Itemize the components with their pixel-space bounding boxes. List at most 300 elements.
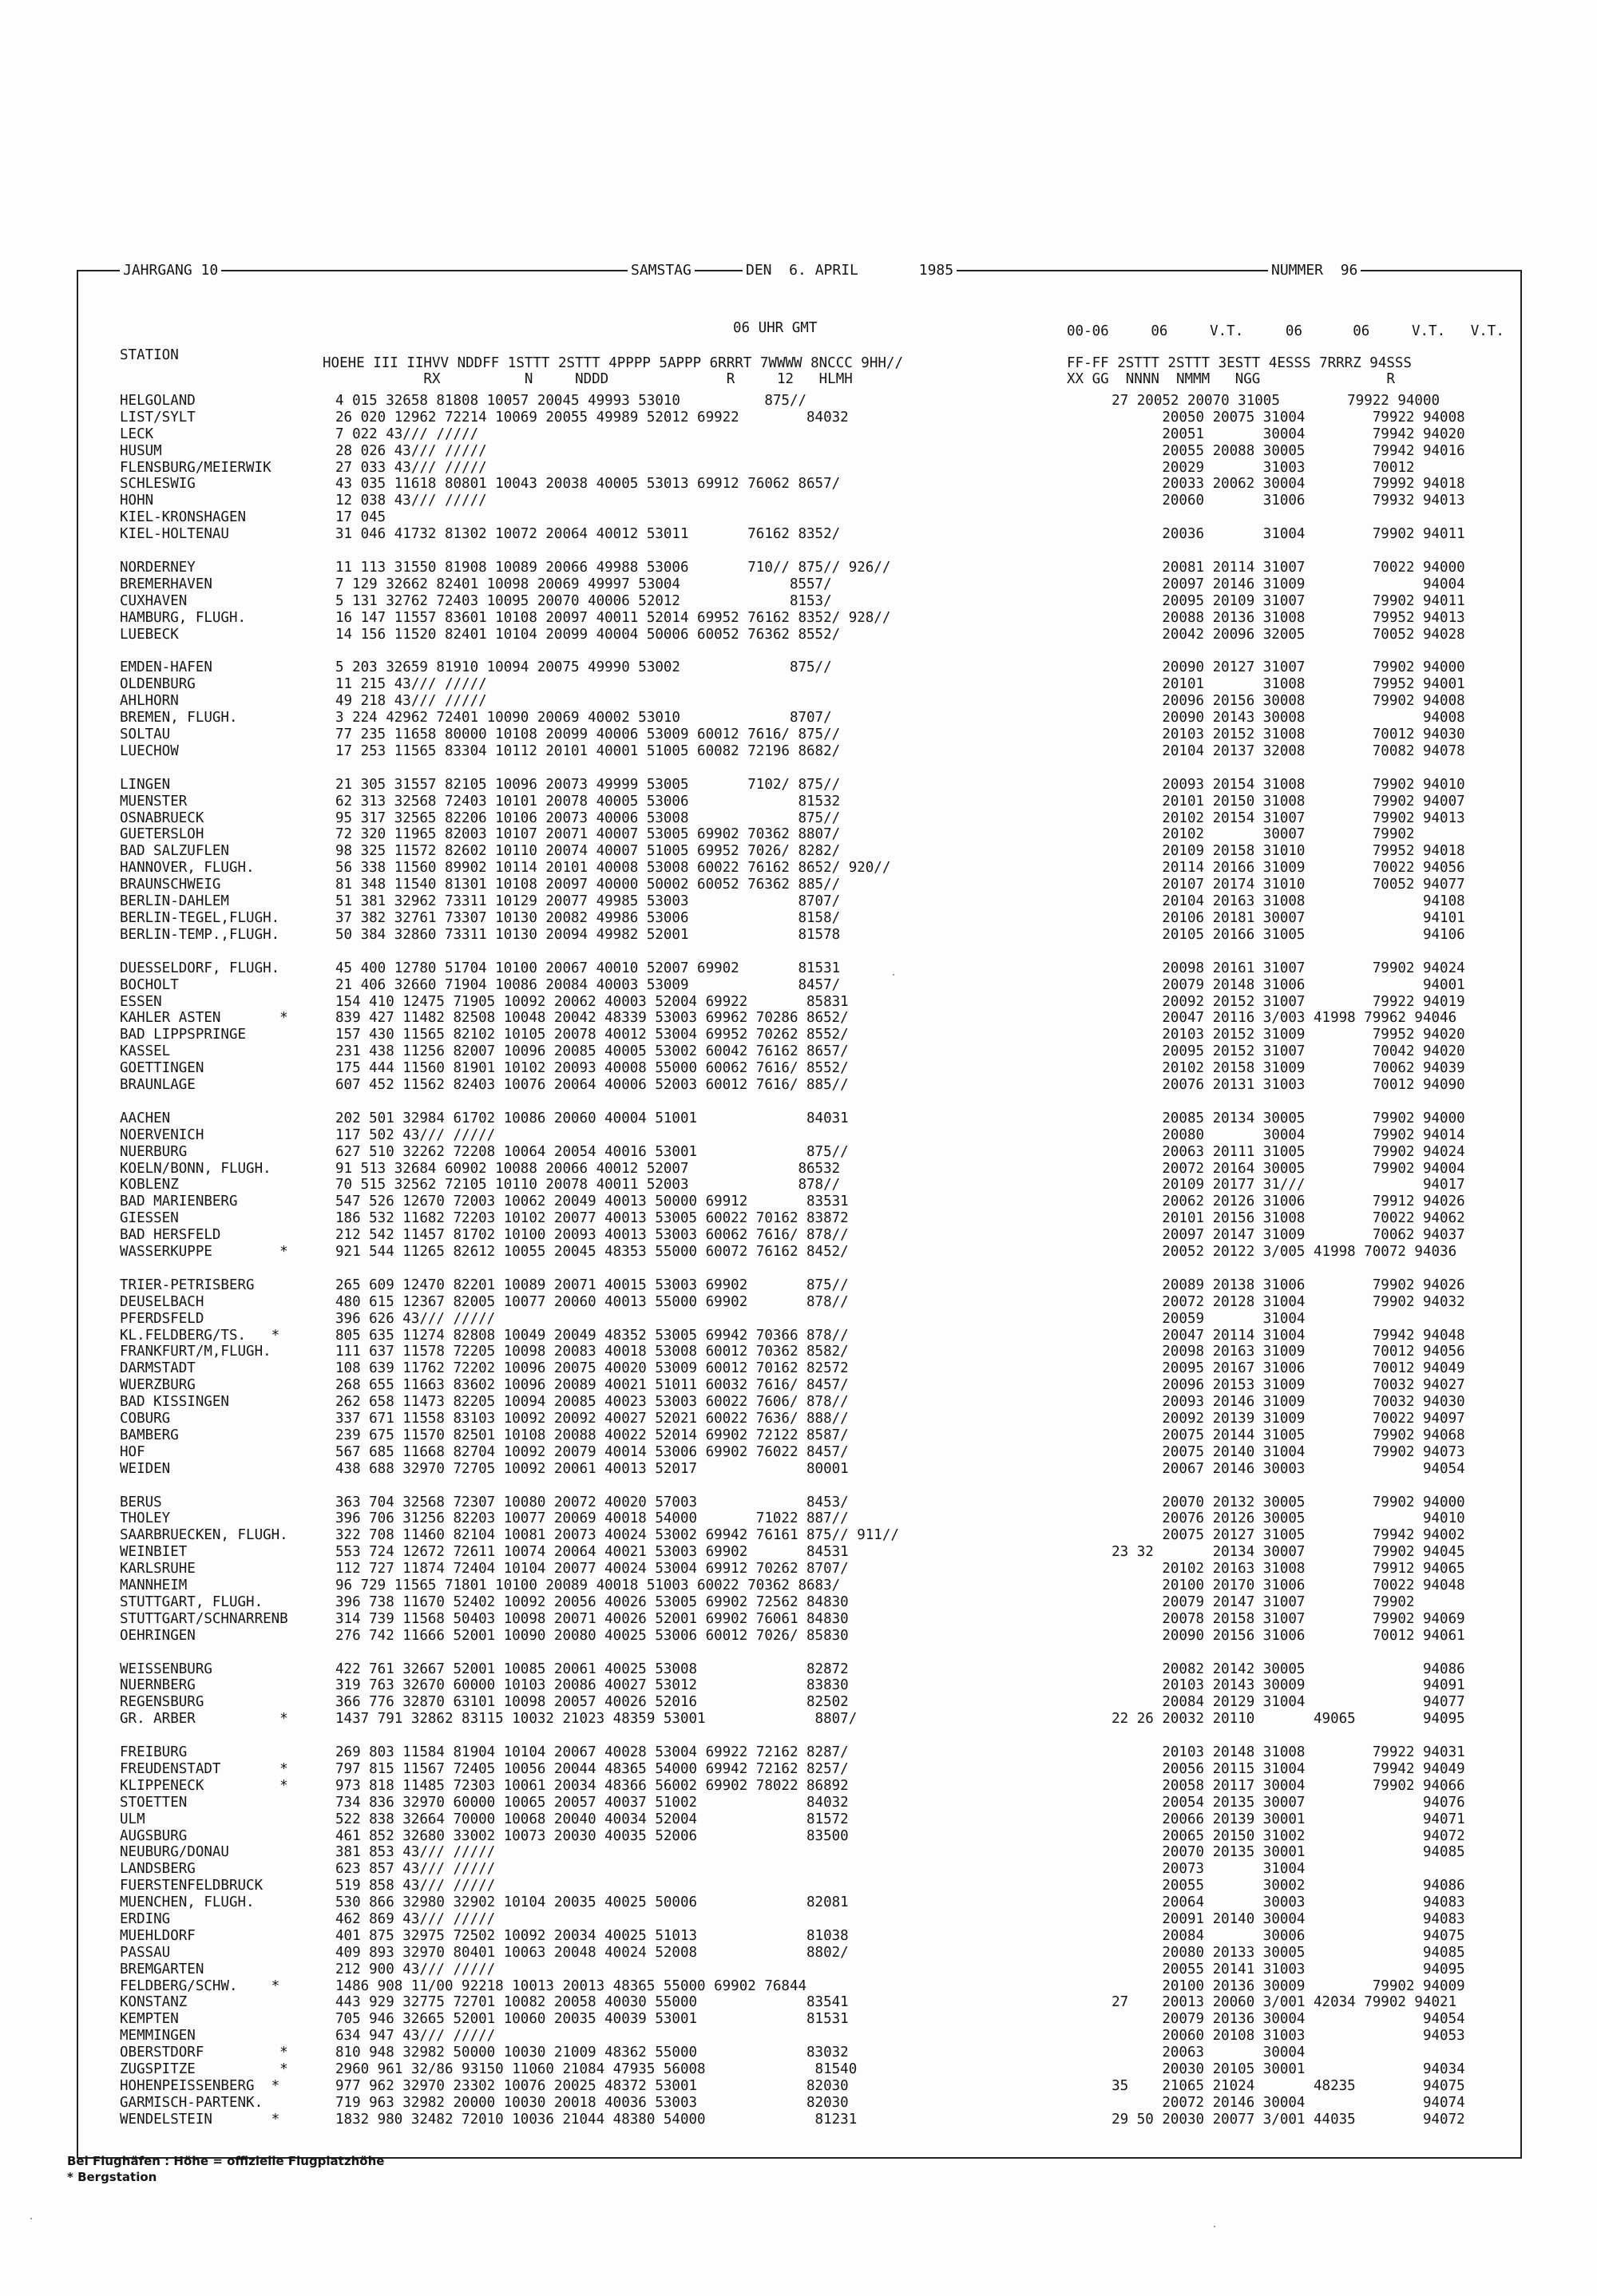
obs-values: 443 929 32775 72701 10082 20058 40030 55000 83541 (335, 1994, 849, 2011)
obs-values: 1437 791 32862 83115 10032 21023 48359 53001 8807/ (335, 1711, 858, 1728)
table-row (120, 893, 1509, 910)
right-values: 20029 31003 70012 (1078, 459, 1415, 476)
table-row (120, 860, 1509, 877)
station-name: LINGEN (120, 776, 171, 793)
table-row (120, 710, 1509, 726)
right-values: 20050 20075 31004 79922 94008 (1078, 409, 1465, 426)
station-name: FRANKFURT/M,FLUGH. (120, 1344, 271, 1360)
right-values: 20089 20138 31006 79902 94026 (1078, 1277, 1465, 1293)
table-row (120, 2112, 1509, 2128)
right-header-1: FF-FF 2STTT 2STTT 3ESTT 4ESSS 7RRRZ 94SSS (1067, 355, 1412, 371)
obs-values: 77 235 11658 80000 10108 20099 40006 53009 60012 7616/ 875// (335, 726, 841, 743)
right-values: 20055 20088 30005 79942 94016 (1078, 442, 1465, 459)
obs-values: 2960 961 32/86 93150 11060 21084 47935 56008 81540 (335, 2061, 858, 2078)
obs-values: 409 893 32970 80401 10063 20048 40024 52008 8802/ (335, 1944, 849, 1961)
group-gap (120, 1645, 1509, 1661)
obs-values: 14 156 11520 82401 10104 20099 40004 50006 60052 76362 8552/ (335, 626, 841, 643)
datum: DEN 6. APRIL 1985 (743, 262, 957, 279)
obs-values: 366 776 32870 63101 10098 20057 40026 52016 82502 (335, 1694, 849, 1711)
right-values: 22 26 20032 20110 49065 94095 (1078, 1711, 1465, 1728)
table-row (120, 1844, 1509, 1861)
station-name: SAARBRUECKEN, FLUGH. (120, 1527, 288, 1544)
right-values: 20030 20105 30001 94034 (1078, 2061, 1465, 2078)
table-row (120, 2095, 1509, 2112)
station-name: BREMEN, FLUGH. (120, 710, 238, 726)
right-values: 20033 20062 30004 79992 94018 (1078, 476, 1465, 493)
table-row (120, 1244, 1509, 1261)
station-name: BREMGARTEN (120, 1961, 204, 1977)
right-values: 20063 30004 (1078, 2045, 1306, 2061)
obs-values: 108 639 11762 72202 10096 20075 40020 53009 60012 70162 82572 (335, 1360, 849, 1377)
table-row (120, 560, 1509, 576)
station-name: FUERSTENFELDBRUCK (120, 1878, 264, 1894)
right-values: 20075 20140 31004 79902 94073 (1078, 1443, 1465, 1460)
scan-speck (893, 974, 894, 976)
table-row (120, 994, 1509, 1011)
right-values: 20102 30007 79902 (1078, 826, 1415, 843)
group-gap (120, 1261, 1509, 1277)
right-values: 20090 20127 31007 79902 94000 (1078, 659, 1465, 676)
table-row (120, 610, 1509, 627)
right-values: 20075 20127 31005 79942 94002 (1078, 1527, 1465, 1544)
table-row (120, 1461, 1509, 1478)
station-name: TRIER-PETRISBERG (120, 1277, 255, 1293)
table-row (120, 1994, 1509, 2011)
station-name: NUERNBERG (120, 1677, 196, 1694)
station-name: KEMPTEN (120, 2011, 179, 2028)
right-values: 20093 20146 31009 70032 94030 (1078, 1394, 1465, 1411)
right-values: 20067 20146 30003 94054 (1078, 1460, 1465, 1477)
station-name: BAD LIPPSPRINGE (120, 1027, 247, 1043)
table-row (120, 1161, 1509, 1178)
table-row (120, 1978, 1509, 1995)
obs-values: 269 803 11584 81904 10104 20067 40028 53004 69922 72162 8287/ (335, 1744, 849, 1761)
right-values: 20105 20166 31005 94106 (1078, 926, 1465, 943)
obs-values: 530 866 32980 32902 10104 20035 40025 50006 82081 (335, 1894, 849, 1911)
table-row (120, 810, 1509, 827)
table-row (120, 1611, 1509, 1628)
station-name: BAD KISSINGEN (120, 1394, 229, 1411)
obs-values: 7 022 43/// ///// (335, 426, 479, 442)
obs-values: 810 948 32982 50000 10030 21009 48362 55000 83032 (335, 2045, 849, 2061)
table-row (120, 593, 1509, 610)
station-name: GIESSEN (120, 1210, 179, 1227)
station-name: WEINBIET (120, 1544, 188, 1561)
obs-values: 276 742 11666 52001 10090 20080 40025 53006 60012 7026/ 85830 (335, 1627, 849, 1644)
obs-values: 4 015 32658 81808 10057 20045 49993 53010 875// (335, 393, 807, 409)
table-row (120, 1377, 1509, 1394)
station-name: BRAUNLAGE (120, 1076, 196, 1093)
right-values: 20051 30004 79942 94020 (1078, 426, 1465, 442)
obs-values: 797 815 11567 72405 10056 20044 48365 54000 69942 72162 8257/ (335, 1761, 849, 1778)
table-row (120, 1694, 1509, 1711)
right-values: 20088 20136 31008 79952 94013 (1078, 609, 1465, 626)
obs-values: 154 410 12475 71905 10092 20062 40003 52004 69922 85831 (335, 993, 849, 1010)
right-values: 20106 20181 30007 94101 (1078, 909, 1465, 926)
obs-values: 26 020 12962 72214 10069 20055 49989 52012 69922 84032 (335, 409, 849, 426)
table-row (120, 1544, 1509, 1561)
obs-values: 111 637 11578 72205 10098 20083 40018 53008 60012 70362 8582/ (335, 1344, 849, 1360)
right-values: 20100 20170 31006 70022 94048 (1078, 1578, 1465, 1593)
station-name: MANNHEIM (120, 1578, 188, 1593)
right-values: 20090 20143 30008 94008 (1078, 710, 1465, 726)
obs-values: 401 875 32975 72502 10092 20034 40025 51013 81038 (335, 1927, 849, 1944)
jahrgang: JAHRGANG 10 (120, 262, 221, 279)
right-values: 20056 20115 31004 79942 94049 (1078, 1761, 1465, 1778)
obs-values: 212 900 43/// ///// (335, 1961, 496, 1977)
station-name: STOETTEN (120, 1794, 188, 1811)
station-name: MUEHLDORF (120, 1927, 196, 1944)
table-row (120, 393, 1509, 410)
right-values: 20095 20152 31007 70042 94020 (1078, 1043, 1465, 1060)
table-row (120, 1127, 1509, 1144)
table-row (120, 1945, 1509, 1961)
station-name: WEISSENBURG (120, 1661, 212, 1677)
station-name: NORDERNEY (120, 560, 196, 576)
obs-values: 422 761 32667 52001 10085 20061 40025 53008 82872 (335, 1661, 849, 1677)
obs-values: 396 706 31256 82203 10077 20069 40018 54000 71022 887// (335, 1510, 849, 1527)
footer-legend: * Bergstation (67, 2170, 157, 2184)
obs-values: 438 688 32970 72705 10092 20061 40013 52017 80001 (335, 1460, 849, 1477)
table-row (120, 2011, 1509, 2028)
table-row (120, 1027, 1509, 1043)
right-values: 20058 20117 30004 79902 94066 (1078, 1777, 1465, 1794)
table-row (120, 910, 1509, 927)
group-gap (120, 760, 1509, 777)
right-values: 20059 31004 (1078, 1310, 1306, 1327)
station-name: REGENSBURG (120, 1694, 204, 1711)
station-name: AHLHORN (120, 693, 179, 710)
table-row (120, 2028, 1509, 2045)
right-values: 20072 20146 30004 94074 (1078, 2094, 1465, 2111)
station-name: LUEBECK (120, 626, 179, 643)
right-values: 20075 20144 31005 79902 94068 (1078, 1427, 1465, 1443)
table-row (120, 1210, 1509, 1227)
table-row (120, 443, 1509, 460)
right-values: 20079 20136 30004 94054 (1078, 2011, 1465, 2028)
obs-values: 627 510 32262 72208 10064 20054 40016 53001 875// (335, 1143, 849, 1160)
right-values: 20042 20096 32005 70052 94028 (1078, 626, 1465, 643)
right-values: 20081 20114 31007 70022 94000 (1078, 560, 1465, 576)
station-name: KONSTANZ (120, 1994, 188, 2011)
obs-values: 522 838 32664 70000 10068 20040 40034 52004 81572 (335, 1811, 849, 1827)
obs-values: 186 532 11682 72203 10102 20077 40013 53005 60022 70162 83872 (335, 1210, 849, 1227)
table-row (120, 1561, 1509, 1578)
table-row (120, 1578, 1509, 1594)
station-name: OEHRINGEN (120, 1627, 196, 1644)
table-row (120, 1795, 1509, 1811)
station-name: KLIPPENECK * (120, 1777, 288, 1794)
obs-values: 1832 980 32482 72010 10036 21044 48380 54000 81231 (335, 2111, 858, 2128)
right-values: 20098 20161 31007 79902 94024 (1078, 960, 1465, 976)
station-name: HOHN (120, 493, 154, 509)
right-values: 20098 20163 31009 70012 94056 (1078, 1344, 1465, 1360)
station-name: PASSAU (120, 1944, 171, 1961)
station-name: FELDBERG/SCHW. * (120, 1977, 280, 1994)
right-values: 20076 20131 31003 70012 94090 (1078, 1076, 1465, 1093)
obs-values: 734 836 32970 60000 10065 20057 40037 51002 84032 (335, 1794, 849, 1811)
station-name: LUECHOW (120, 742, 179, 759)
obs-values: 480 615 12367 82005 10077 20060 40013 55000 69902 878// (335, 1293, 849, 1310)
station-name: ZUGSPITZE * (120, 2061, 288, 2078)
right-values: 20084 30006 94075 (1078, 1927, 1465, 1944)
station-name: STUTTGART, FLUGH. (120, 1593, 264, 1610)
footer-note: Bei Flughäfen : Höhe = offizielle Flugplatzhöhe (67, 2154, 385, 2168)
table-row (120, 1144, 1509, 1161)
station-name: KOELN/BONN, FLUGH. (120, 1160, 271, 1177)
obs-values: 553 724 12672 72611 10074 20064 40021 53003 69902 84531 (335, 1544, 849, 1561)
table-row (120, 794, 1509, 810)
obs-values: 70 515 32562 72105 10110 20078 40011 52003 878// (335, 1177, 841, 1194)
table-row (120, 460, 1509, 477)
table-row (120, 1861, 1509, 1878)
obs-values: 91 513 32684 60902 10088 20066 40012 52007 86532 (335, 1160, 841, 1177)
table-row (120, 1811, 1509, 1828)
obs-values: 396 626 43/// ///// (335, 1310, 496, 1327)
station-name: LIST/SYLT (120, 409, 196, 426)
scan-speck (30, 2218, 32, 2219)
station-name: EMDEN-HAFEN (120, 659, 212, 676)
obs-values: 202 501 32984 61702 10086 20060 40004 51001 84031 (335, 1110, 849, 1126)
station-name: BERUS (120, 1494, 162, 1510)
station-name: OLDENBURG (120, 676, 196, 693)
station-name: ERDING (120, 1911, 171, 1928)
obs-values: 623 857 43/// ///// (335, 1861, 496, 1878)
group-gap (120, 1478, 1509, 1494)
table-row (120, 410, 1509, 426)
right-values: 20072 20164 30005 79902 94004 (1078, 1160, 1465, 1177)
right-values: 20097 20147 31009 70062 94037 (1078, 1227, 1465, 1244)
table-row (120, 1677, 1509, 1694)
table-row (120, 426, 1509, 443)
right-values: 20073 31004 (1078, 1861, 1306, 1878)
table-row (120, 659, 1509, 676)
right-values: 20065 20150 31002 94072 (1078, 1827, 1465, 1844)
obs-values: 231 438 11256 82007 10096 20085 40005 53002 60042 76162 8657/ (335, 1043, 849, 1060)
obs-values: 50 384 32860 73311 10130 20094 49982 52001 81578 (335, 926, 841, 943)
right-values: 20090 20156 31006 70012 94061 (1078, 1627, 1465, 1644)
obs-values: 265 609 12470 82201 10089 20071 40015 53003 69902 875// (335, 1277, 849, 1293)
table-row (120, 1360, 1509, 1377)
table-row (120, 1928, 1509, 1945)
obs-values: 49 218 43/// ///// (335, 693, 487, 710)
table-row (120, 1778, 1509, 1795)
obs-values: 268 655 11663 83602 10096 20089 40021 51011 60032 7616/ 8457/ (335, 1377, 849, 1394)
station-name: KIEL-KRONSHAGEN (120, 509, 247, 526)
station-name: HOF (120, 1443, 145, 1460)
right-values: 27 20013 20060 3/001 42034 79902 94021 (1078, 1994, 1457, 2011)
table-row (120, 1328, 1509, 1344)
table-row (120, 1961, 1509, 1978)
right-values: 20097 20146 31009 94004 (1078, 576, 1465, 592)
right-values: 20054 20135 30007 94076 (1078, 1794, 1465, 1811)
obs-values: 381 853 43/// ///// (335, 1844, 496, 1861)
obs-values: 973 818 11485 72303 10061 20034 48366 56002 69902 78022 86892 (335, 1777, 849, 1794)
obs-values: 43 035 11618 80801 10043 20038 40005 53013 69912 76062 8657/ (335, 476, 841, 493)
obs-values: 805 635 11274 82808 10049 20049 48352 53005 69942 70366 878// (335, 1327, 849, 1344)
nummer: NUMMER 96 (1268, 262, 1361, 279)
right-values: 20100 20136 30009 79902 94009 (1078, 1977, 1465, 1994)
station-name: FREUDENSTADT * (120, 1761, 288, 1778)
station-name: CUXHAVEN (120, 592, 188, 609)
table-row (120, 1711, 1509, 1728)
obs-values: 37 382 32761 73307 10130 20082 49986 53006 8158/ (335, 909, 841, 926)
right-values: 20070 20135 30001 94085 (1078, 1844, 1465, 1861)
right-values: 20101 20150 31008 79902 94007 (1078, 793, 1465, 810)
obs-values: 839 427 11482 82508 10048 20042 48339 53003 69962 70286 8652/ (335, 1010, 849, 1027)
obs-values: 11 215 43/// ///// (335, 676, 487, 693)
table-row (120, 1344, 1509, 1360)
right-values: 20079 20148 31006 94001 (1078, 976, 1465, 993)
table-row (120, 1294, 1509, 1311)
station-name: KOBLENZ (120, 1177, 179, 1194)
station-name: GOETTINGEN (120, 1060, 204, 1077)
right-values: 20103 20152 31009 79952 94020 (1078, 1027, 1465, 1043)
table-row (120, 2045, 1509, 2061)
station-name: WENDELSTEIN * (120, 2111, 280, 2128)
station-header: STATION (120, 347, 179, 363)
station-name: GARMISCH-PARTENK. (120, 2094, 264, 2111)
right-values: 27 20052 20070 31005 79922 94000 (1078, 393, 1440, 409)
table-row (120, 1594, 1509, 1611)
obs-values: 21 305 31557 82105 10096 20073 49999 53005 7102/ 875// (335, 776, 841, 793)
right-values: 20070 20132 30005 79902 94000 (1078, 1494, 1465, 1510)
table-row (120, 1010, 1509, 1027)
obs-values: 547 526 12670 72003 10062 20049 40013 50000 69912 83531 (335, 1194, 849, 1210)
obs-values: 719 963 32982 20000 10030 20018 40036 53003 82030 (335, 2094, 849, 2111)
station-name: OBERSTDORF * (120, 2045, 288, 2061)
station-name: SOLTAU (120, 726, 171, 743)
obs-values: 17 045 (335, 509, 386, 526)
station-name: WUERZBURG (120, 1377, 196, 1394)
station-name: BERLIN-TEGEL,FLUGH. (120, 909, 280, 926)
right-values: 20080 20133 30005 94085 (1078, 1944, 1465, 1961)
station-name: SCHLESWIG (120, 476, 196, 493)
station-name: BAMBERG (120, 1427, 179, 1443)
right-values: 20107 20174 31010 70052 94077 (1078, 877, 1465, 893)
right-values: 20104 20163 31008 94108 (1078, 893, 1465, 910)
obs-values: 7 129 32662 82401 10098 20069 49997 53004 8557/ (335, 576, 832, 592)
right-values: 20095 20167 31006 70012 94049 (1078, 1360, 1465, 1377)
station-name: LANDSBERG (120, 1861, 196, 1878)
obs-values: 31 046 41732 81302 10072 20064 40012 53011 76162 8352/ (335, 526, 841, 543)
station-name: KARLSRUHE (120, 1561, 196, 1578)
station-name: BAD SALZUFLEN (120, 843, 229, 860)
station-name: ESSEN (120, 993, 162, 1010)
station-name: DEUSELBACH (120, 1293, 204, 1310)
right-values: 20103 20143 30009 94091 (1078, 1677, 1465, 1694)
station-name: STUTTGART/SCHNARRENB (120, 1610, 288, 1627)
station-name: GUETERSLOH (120, 826, 204, 843)
wochentag: SAMSTAG (628, 262, 695, 279)
right-values: 20047 20116 3/003 41998 79962 94046 (1078, 1010, 1457, 1027)
station-name: BAD MARIENBERG (120, 1194, 238, 1210)
right-values: 20104 20137 32008 70082 94078 (1078, 742, 1465, 759)
right-values: 20072 20128 31004 79902 94032 (1078, 1293, 1465, 1310)
obs-values: 461 852 32680 33002 10073 20030 40035 52006 83500 (335, 1827, 849, 1844)
right-values: 20047 20114 31004 79942 94048 (1078, 1327, 1465, 1344)
obs-values: 112 727 11874 72404 10104 20077 40024 53004 69912 70262 8707/ (335, 1561, 849, 1578)
table-row (120, 1060, 1509, 1077)
obs-values: 16 147 11557 83601 10108 20097 40011 52014 69952 76162 8352/ 928// (335, 609, 891, 626)
table-row (120, 1277, 1509, 1294)
table-row (120, 1077, 1509, 1094)
table-row (120, 509, 1509, 526)
right-values: 20109 20158 31010 79952 94018 (1078, 843, 1465, 860)
obs-values: 157 430 11565 82102 10105 20078 40012 53004 69952 70262 8552/ (335, 1027, 849, 1043)
station-name: KL.FELDBERG/TS. * (120, 1327, 280, 1344)
right-values: 20096 20156 30008 79902 94008 (1078, 693, 1465, 710)
table-row (120, 676, 1509, 693)
obs-values: 319 763 32670 60000 10103 20086 40027 53012 83830 (335, 1677, 849, 1694)
obs-values: 12 038 43/// ///// (335, 493, 487, 509)
table-row (120, 576, 1509, 593)
right-values: 20080 30004 79902 94014 (1078, 1126, 1465, 1143)
table-row (120, 960, 1509, 977)
right-values: 20082 20142 30005 94086 (1078, 1661, 1465, 1677)
obs-values: 96 729 11565 71801 10100 20089 40018 51003 60022 70362 8683/ (335, 1578, 841, 1593)
obs-values: 117 502 43/// ///// (335, 1126, 496, 1143)
obs-values: 98 325 11572 82602 10110 20074 40007 51005 69952 7026/ 8282/ (335, 843, 841, 860)
right-values: 20096 20153 31009 70032 94027 (1078, 1377, 1465, 1394)
table-row (120, 1227, 1509, 1244)
station-name: PFERDSFELD (120, 1310, 204, 1327)
obs-values: 5 203 32659 81910 10094 20075 49990 53002 875// (335, 659, 832, 676)
obs-values: 314 739 11568 50403 10098 20071 40026 52001 69902 76061 84830 (335, 1610, 849, 1627)
obs-values: 977 962 32970 23302 10076 20025 48372 53001 82030 (335, 2077, 849, 2094)
table-row (120, 826, 1509, 843)
right-values: 29 50 20030 20077 3/001 44035 94072 (1078, 2111, 1465, 2128)
station-name: COBURG (120, 1410, 171, 1427)
obs-values: 1486 908 11/00 92218 10013 20013 48365 55000 69902 76844 (335, 1977, 807, 1994)
obs-values: 11 113 31550 81908 10089 20066 49988 53006 710// 875// 926// (335, 560, 891, 576)
station-name: DUESSELDORF, FLUGH. (120, 960, 280, 976)
obs-values: 62 313 32568 72403 10101 20078 40005 53006 81532 (335, 793, 841, 810)
table-row (120, 1761, 1509, 1778)
obs-values: 607 452 11562 82403 10076 20064 40006 52003 60012 7616/ 885// (335, 1076, 849, 1093)
obs-values: 3 224 42962 72401 10090 20069 40002 53010 8707/ (335, 710, 832, 726)
obs-values: 17 253 11565 83304 10112 20101 40001 51005 60082 72196 8682/ (335, 742, 841, 759)
table-row (120, 1894, 1509, 1911)
table-row (120, 1394, 1509, 1411)
right-values: 20076 20126 30005 94010 (1078, 1510, 1465, 1527)
right-values: 20101 31008 79952 94001 (1078, 676, 1465, 693)
station-name: HAMBURG, FLUGH. (120, 609, 247, 626)
right-values: 20079 20147 31007 79902 (1078, 1593, 1415, 1610)
obs-values: 363 704 32568 72307 10080 20072 40020 57003 8453/ (335, 1494, 849, 1510)
right-values: 20095 20109 31007 79902 94011 (1078, 592, 1465, 609)
station-name: MUENCHEN, FLUGH. (120, 1894, 255, 1911)
station-name: HANNOVER, FLUGH. (120, 860, 255, 877)
group-gap (120, 1094, 1509, 1110)
right-values: 20109 20177 31/// 94017 (1078, 1177, 1465, 1194)
table-row (120, 877, 1509, 893)
obs-values: 95 317 32565 82206 10106 20073 40006 53008 875// (335, 810, 841, 826)
right-values: 20062 20126 31006 79912 94026 (1078, 1194, 1465, 1210)
obs-values: 27 033 43/// ///// (335, 459, 487, 476)
right-values: 20101 20156 31008 70022 94062 (1078, 1210, 1465, 1227)
obs-values: 337 671 11558 83103 10092 20092 40027 52021 60022 7636/ 888// (335, 1410, 849, 1427)
right-values: 20103 20152 31008 70012 94030 (1078, 726, 1465, 743)
right-values: 20114 20166 31009 70022 94056 (1078, 860, 1465, 877)
station-name: HUSUM (120, 442, 162, 459)
table-row (120, 2078, 1509, 2095)
right-values: 20060 20108 31003 94053 (1078, 2028, 1465, 2045)
obs-values: 921 544 11265 82612 10055 20045 48353 55000 60072 76162 8452/ (335, 1243, 849, 1260)
right-values: 20066 20139 30001 94071 (1078, 1811, 1465, 1827)
obs-values: 5 131 32762 72403 10095 20070 40006 52012 8153/ (335, 592, 832, 609)
station-name: AUGSBURG (120, 1827, 188, 1844)
